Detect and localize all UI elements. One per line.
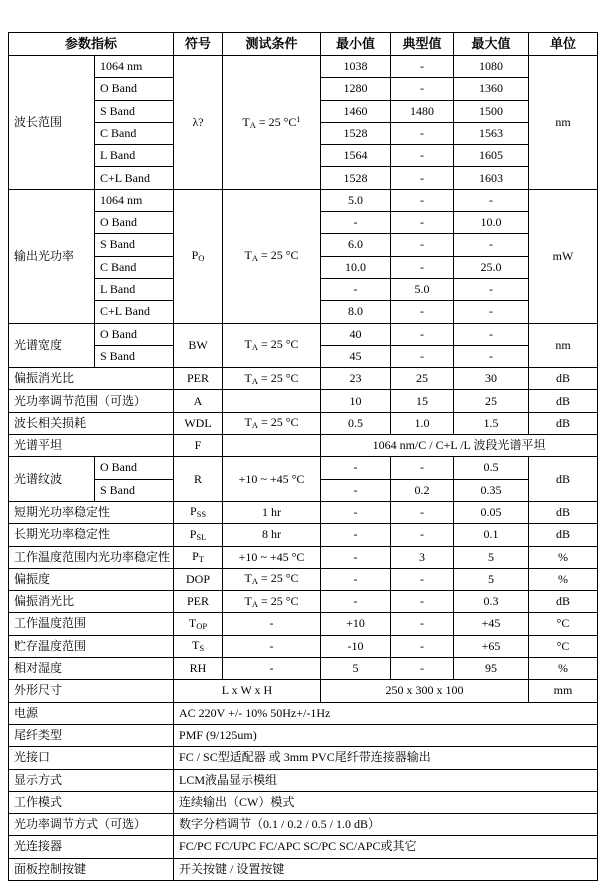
value-cell: 1080 bbox=[454, 56, 529, 78]
value-cell: $T_A = 25$ °C bbox=[223, 568, 321, 590]
value-cell: 15 bbox=[391, 390, 454, 412]
max-header: 最大值 bbox=[454, 33, 529, 56]
min-header: 最小值 bbox=[321, 33, 391, 56]
table-header bbox=[9, 33, 598, 56]
param-cell: O Band bbox=[95, 212, 174, 234]
value-cell bbox=[223, 390, 321, 412]
value-cell: +10 bbox=[321, 613, 391, 635]
value-cell: - bbox=[321, 479, 391, 501]
value-cell: +10 ~ +45 °C bbox=[223, 457, 321, 502]
value-cell: - bbox=[391, 613, 454, 635]
value-cell: 45 bbox=[321, 345, 391, 367]
param-cell: 光谱纹波 bbox=[9, 457, 95, 502]
value-cell: - bbox=[391, 78, 454, 100]
table-row bbox=[9, 323, 598, 345]
param-cell: 波长相关损耗 bbox=[9, 412, 174, 434]
value-cell: 1064 nm/C / C+L /L 波段光谱平坦 bbox=[321, 435, 598, 457]
param-cell: S Band bbox=[95, 100, 174, 122]
value-cell: dB bbox=[529, 591, 598, 613]
param-cell: L Band bbox=[95, 145, 174, 167]
value-cell: 0.5 bbox=[321, 412, 391, 434]
value-cell: -10 bbox=[321, 635, 391, 657]
value-cell: - bbox=[391, 56, 454, 78]
table-row bbox=[9, 524, 598, 546]
value-cell: BW bbox=[174, 323, 223, 368]
table-row bbox=[9, 568, 598, 590]
param-cell: 尾纤类型 bbox=[9, 724, 174, 746]
value-cell: $T_S$ bbox=[174, 635, 223, 657]
value-cell: $T_A = 25$ °C bbox=[223, 323, 321, 368]
value-cell: 40 bbox=[321, 323, 391, 345]
table-row bbox=[9, 56, 598, 78]
value-cell: 30 bbox=[454, 368, 529, 390]
table-row bbox=[9, 635, 598, 657]
value-cell: 1603 bbox=[454, 167, 529, 189]
table-row bbox=[9, 769, 598, 791]
value-cell: 1064 nm bbox=[95, 56, 174, 78]
value-cell: - bbox=[391, 234, 454, 256]
param-cell: C Band bbox=[95, 256, 174, 278]
value-cell: - bbox=[391, 345, 454, 367]
value-cell: 10.0 bbox=[321, 256, 391, 278]
value-cell: 0.5 bbox=[454, 457, 529, 479]
value-cell: mW bbox=[529, 189, 598, 323]
value-cell: 1.5 bbox=[454, 412, 529, 434]
value-cell: 1038 bbox=[321, 56, 391, 78]
value-cell: 0.1 bbox=[454, 524, 529, 546]
header-row bbox=[9, 33, 598, 56]
value-cell: $T_{OP}$ bbox=[174, 613, 223, 635]
value-cell: 1500 bbox=[454, 100, 529, 122]
table-row bbox=[9, 724, 598, 746]
value-cell: $T_A = 25$ °C bbox=[223, 368, 321, 390]
value-cell: 0.05 bbox=[454, 501, 529, 523]
param-cell: 光连接器 bbox=[9, 836, 174, 858]
value-cell: 1460 bbox=[321, 100, 391, 122]
value-cell: % bbox=[529, 546, 598, 568]
value-cell: % bbox=[529, 568, 598, 590]
value-cell: F bbox=[174, 435, 223, 457]
value-cell: - bbox=[321, 546, 391, 568]
value-cell: $T_A = 25$ $^\circ C^1$ bbox=[223, 56, 321, 190]
value-cell: nm bbox=[529, 56, 598, 190]
value-cell: DOP bbox=[174, 568, 223, 590]
value-cell: RH bbox=[174, 658, 223, 680]
value-cell: FC/PC FC/UPC FC/APC SC/PC SC/APC或其它 bbox=[174, 836, 598, 858]
value-cell: - bbox=[321, 591, 391, 613]
value-cell: - bbox=[391, 501, 454, 523]
value-cell: dB bbox=[529, 457, 598, 502]
value-cell: $T_A = 25$ °C bbox=[223, 412, 321, 434]
value-cell: 1563 bbox=[454, 122, 529, 144]
value-cell: 8.0 bbox=[321, 301, 391, 323]
value-cell: 1564 bbox=[321, 145, 391, 167]
value-cell: - bbox=[391, 167, 454, 189]
table-row bbox=[9, 814, 598, 836]
value-cell: °C bbox=[529, 635, 598, 657]
value-cell: WDL bbox=[174, 412, 223, 434]
param-cell: C Band bbox=[95, 122, 174, 144]
param-cell: S Band bbox=[95, 479, 174, 501]
value-cell: 23 bbox=[321, 368, 391, 390]
value-cell: - bbox=[391, 145, 454, 167]
value-cell: O Band bbox=[95, 323, 174, 345]
table-row bbox=[9, 836, 598, 858]
value-cell: - bbox=[223, 658, 321, 680]
table-row bbox=[9, 435, 598, 457]
table-row bbox=[9, 747, 598, 769]
value-cell: +45 bbox=[454, 613, 529, 635]
param-cell: 相对湿度 bbox=[9, 658, 174, 680]
table-row bbox=[9, 858, 598, 880]
param-cell: 工作温度范围 bbox=[9, 613, 174, 635]
value-cell: - bbox=[223, 613, 321, 635]
value-cell: 0.35 bbox=[454, 479, 529, 501]
value-cell: PMF (9/125um) bbox=[174, 724, 598, 746]
value-cell: 1360 bbox=[454, 78, 529, 100]
param-cell: C+L Band bbox=[95, 301, 174, 323]
value-cell: - bbox=[454, 189, 529, 211]
param-cell: 面板控制按键 bbox=[9, 858, 174, 880]
table-body bbox=[9, 56, 598, 881]
value-cell: 8 hr bbox=[223, 524, 321, 546]
value-cell: 5 bbox=[454, 568, 529, 590]
value-cell: PER bbox=[174, 368, 223, 390]
value-cell: R bbox=[174, 457, 223, 502]
value-cell: +10 ~ +45 °C bbox=[223, 546, 321, 568]
value-cell: dB bbox=[529, 412, 598, 434]
value-cell: - bbox=[391, 635, 454, 657]
param-cell: 短期光功率稳定性 bbox=[9, 501, 174, 523]
value-cell: 25 bbox=[391, 368, 454, 390]
value-cell: 0.3 bbox=[454, 591, 529, 613]
value-cell: $P_{SL}$ bbox=[174, 524, 223, 546]
table-row bbox=[9, 791, 598, 813]
value-cell: - bbox=[321, 568, 391, 590]
value-cell: dB bbox=[529, 368, 598, 390]
param-cell: 输出光功率 bbox=[9, 189, 95, 323]
value-cell: - bbox=[391, 457, 454, 479]
value-cell: - bbox=[391, 658, 454, 680]
table-row bbox=[9, 501, 598, 523]
value-cell: - bbox=[454, 278, 529, 300]
table-row bbox=[9, 658, 598, 680]
value-cell: - bbox=[321, 212, 391, 234]
unit-header: 单位 bbox=[529, 33, 598, 56]
param-cell: S Band bbox=[95, 345, 174, 367]
value-cell: - bbox=[391, 212, 454, 234]
value-cell: - bbox=[454, 345, 529, 367]
table-row bbox=[9, 189, 598, 211]
value-cell: 6.0 bbox=[321, 234, 391, 256]
value-cell: $P_{SS}$ bbox=[174, 501, 223, 523]
value-cell: 1280 bbox=[321, 78, 391, 100]
value-cell: A bbox=[174, 390, 223, 412]
value-cell: 5.0 bbox=[321, 189, 391, 211]
value-cell: 5 bbox=[454, 546, 529, 568]
value-cell: - bbox=[391, 256, 454, 278]
value-cell: - bbox=[391, 301, 454, 323]
value-cell: dB bbox=[529, 501, 598, 523]
value-cell bbox=[223, 435, 321, 457]
param-cell: L Band bbox=[95, 278, 174, 300]
value-cell: - bbox=[321, 524, 391, 546]
value-cell: $T_A = 25$ °C bbox=[223, 189, 321, 323]
param-cell: 长期光功率稳定性 bbox=[9, 524, 174, 546]
value-cell: 数字分档调节（0.1 / 0.2 / 0.5 / 1.0 dB） bbox=[174, 814, 598, 836]
table-row bbox=[9, 702, 598, 724]
param-cell: 偏振消光比 bbox=[9, 368, 174, 390]
value-cell: 连续输出（CW）模式 bbox=[174, 791, 598, 813]
param-cell: S Band bbox=[95, 234, 174, 256]
value-cell: - bbox=[321, 501, 391, 523]
value-cell: 1605 bbox=[454, 145, 529, 167]
param-cell: 光谱宽度 bbox=[9, 323, 95, 368]
param-cell: 光接口 bbox=[9, 747, 174, 769]
table-row bbox=[9, 457, 598, 479]
param-cell: 外形尺寸 bbox=[9, 680, 174, 702]
value-cell: - bbox=[454, 301, 529, 323]
value-cell: 1064 nm bbox=[95, 189, 174, 211]
value-cell: 10 bbox=[321, 390, 391, 412]
test-condition-header: 测试条件 bbox=[223, 33, 321, 56]
value-cell: 开关按键 / 设置按键 bbox=[174, 858, 598, 880]
value-cell: - bbox=[391, 524, 454, 546]
value-cell: - bbox=[223, 635, 321, 657]
param-cell: 光谱平坦 bbox=[9, 435, 174, 457]
value-cell: 5 bbox=[321, 658, 391, 680]
value-cell: - bbox=[321, 278, 391, 300]
table-row bbox=[9, 591, 598, 613]
param-cell: 光功率调节范围（可选） bbox=[9, 390, 174, 412]
param-cell: 偏振消光比 bbox=[9, 591, 174, 613]
value-cell: 1 hr bbox=[223, 501, 321, 523]
value-cell: 5.0 bbox=[391, 278, 454, 300]
value-cell: - bbox=[321, 457, 391, 479]
value-cell: 3 bbox=[391, 546, 454, 568]
value-cell: λ? bbox=[174, 56, 223, 190]
param-cell: 偏振度 bbox=[9, 568, 174, 590]
table-row bbox=[9, 546, 598, 568]
value-cell: - bbox=[454, 234, 529, 256]
value-cell: mm bbox=[529, 680, 598, 702]
value-cell: $P_O$ bbox=[174, 189, 223, 323]
param-cell: 光功率调节方式（可选） bbox=[9, 814, 174, 836]
value-cell: - bbox=[391, 189, 454, 211]
value-cell: LCM液晶显示模组 bbox=[174, 769, 598, 791]
value-cell: FC / SC型适配器 或 3mm PVC尾纤带连接器输出 bbox=[174, 747, 598, 769]
table-row bbox=[9, 680, 598, 702]
param-cell: 贮存温度范围 bbox=[9, 635, 174, 657]
value-cell: AC 220V +/- 10% 50Hz+/-1Hz bbox=[174, 702, 598, 724]
value-cell: +65 bbox=[454, 635, 529, 657]
value-cell: - bbox=[391, 568, 454, 590]
spec-table bbox=[8, 32, 598, 881]
value-cell: 0.2 bbox=[391, 479, 454, 501]
value-cell: - bbox=[391, 323, 454, 345]
value-cell: $T_A = 25$ °C bbox=[223, 591, 321, 613]
param-cell: 工作模式 bbox=[9, 791, 174, 813]
symbol-header: 符号 bbox=[174, 33, 223, 56]
value-cell: - bbox=[391, 122, 454, 144]
value-cell: O Band bbox=[95, 457, 174, 479]
param-cell: 显示方式 bbox=[9, 769, 174, 791]
table-row bbox=[9, 368, 598, 390]
value-cell: dB bbox=[529, 390, 598, 412]
param-cell: 波长范围 bbox=[9, 56, 95, 190]
typical-header: 典型值 bbox=[391, 33, 454, 56]
value-cell: PER bbox=[174, 591, 223, 613]
value-cell: 1528 bbox=[321, 122, 391, 144]
table-row bbox=[9, 613, 598, 635]
table-row bbox=[9, 412, 598, 434]
value-cell: dB bbox=[529, 524, 598, 546]
value-cell: L x W x H bbox=[174, 680, 321, 702]
value-cell: - bbox=[454, 323, 529, 345]
param-cell: C+L Band bbox=[95, 167, 174, 189]
value-cell: 250 x 300 x 100 bbox=[321, 680, 529, 702]
param-header: 参数指标 bbox=[9, 33, 174, 56]
value-cell: 1480 bbox=[391, 100, 454, 122]
value-cell: 10.0 bbox=[454, 212, 529, 234]
value-cell: 1528 bbox=[321, 167, 391, 189]
value-cell: % bbox=[529, 658, 598, 680]
value-cell: - bbox=[391, 591, 454, 613]
value-cell: 1.0 bbox=[391, 412, 454, 434]
value-cell: 25.0 bbox=[454, 256, 529, 278]
value-cell: nm bbox=[529, 323, 598, 368]
table-row bbox=[9, 390, 598, 412]
param-cell: 工作温度范围内光功率稳定性 bbox=[9, 546, 174, 568]
value-cell: 95 bbox=[454, 658, 529, 680]
value-cell: $P_T$ bbox=[174, 546, 223, 568]
param-cell: 电源 bbox=[9, 702, 174, 724]
value-cell: 25 bbox=[454, 390, 529, 412]
value-cell: °C bbox=[529, 613, 598, 635]
param-cell: O Band bbox=[95, 78, 174, 100]
